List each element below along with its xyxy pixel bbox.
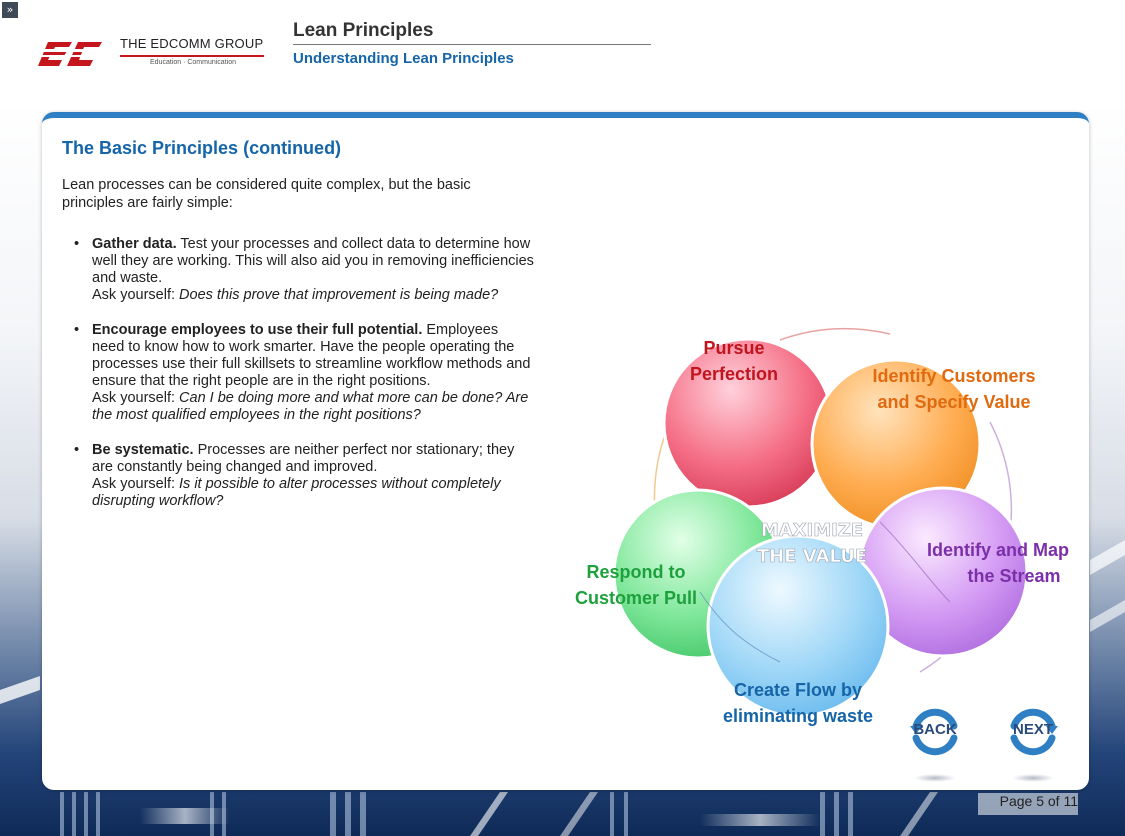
circle-label: Create Flow by [733,680,863,700]
back-label: BACK [913,721,957,738]
logo-name: THE EDCOMM GROUP [120,36,264,51]
circle-label: Respond to [586,562,686,582]
next-button-shadow [1012,774,1054,782]
edcomm-logo [42,36,267,72]
principles-list [74,236,534,528]
circle-label: Customer Pull [574,588,698,608]
next-label: NEXT [1012,721,1053,738]
circle-label: Identify and Map [926,540,1070,560]
bullet-body: Processes are neither perfect nor stationary; they are constantly being changed and improved. [92,442,515,475]
slide-title: The Basic Principles (continued) [62,138,342,158]
cycle-arc [780,329,890,340]
ask-yourself [92,476,534,510]
next-button[interactable] [1006,704,1060,758]
back-button-shadow [914,774,956,782]
ask-prefix: Ask yourself: [92,476,180,492]
ask-yourself [92,390,534,424]
ask-prefix: Ask yourself: [92,287,180,303]
bullet-body: Employees need to know how to work smarter. Have the people operating the processes use their full skillsets to streamline workflow methods and ensure that the right people are in the right positions. [92,322,531,389]
logo-tagline: Education · Communication [150,59,236,66]
intro-text: Lean processes can be considered quite complex, but the basic principles are fairly simple: [62,177,471,211]
logo-divider [120,55,264,57]
module-title: Understanding Lean Principles [293,50,514,67]
ask-prefix: Ask yourself: [92,390,180,406]
ask-question: Is it possible to alter processes without completely disrupting workflow? [92,476,501,509]
bullet-body: Test your processes and collect data to determine how well they are working. This will also aid you in removing inefficiencies and waste. [92,236,534,286]
center-label-line2: THE VALUE [756,546,868,567]
page-indicator: Page 5 of 11 [978,793,1078,815]
ec-logo-icon [42,36,118,72]
ask-yourself [92,287,534,304]
center-label-line1: MAXIMIZE [760,520,864,541]
back-button[interactable] [908,704,962,758]
bullet-lead: Be systematic. [92,442,194,458]
content-panel [42,112,1089,790]
course-title: Lean Principles [293,20,434,41]
title-divider [293,44,651,45]
circle-label: the Stream [967,566,1061,586]
collapse-menu-button[interactable]: » [2,2,18,18]
circle-label: and Specify Value [877,392,1031,412]
ask-question: Can I be doing more and what more can be done? Are the most qualified employees in the right positions? [92,390,529,423]
circle-label: eliminating waste [722,706,874,726]
bullet-lead: Encourage employees to use their full potential. [92,322,423,338]
list-item [74,442,534,510]
circle-label: Perfection [689,364,779,384]
ask-question: Does this prove that improvement is being made? [179,287,499,303]
header [0,0,1125,100]
circle-label: Identify Customers [872,366,1036,386]
list-item [74,322,534,424]
list-item [74,236,534,304]
circle-label: Pursue [703,338,765,358]
bullet-lead: Gather data. [92,236,177,252]
lean-cycle-diagram [574,222,1100,726]
